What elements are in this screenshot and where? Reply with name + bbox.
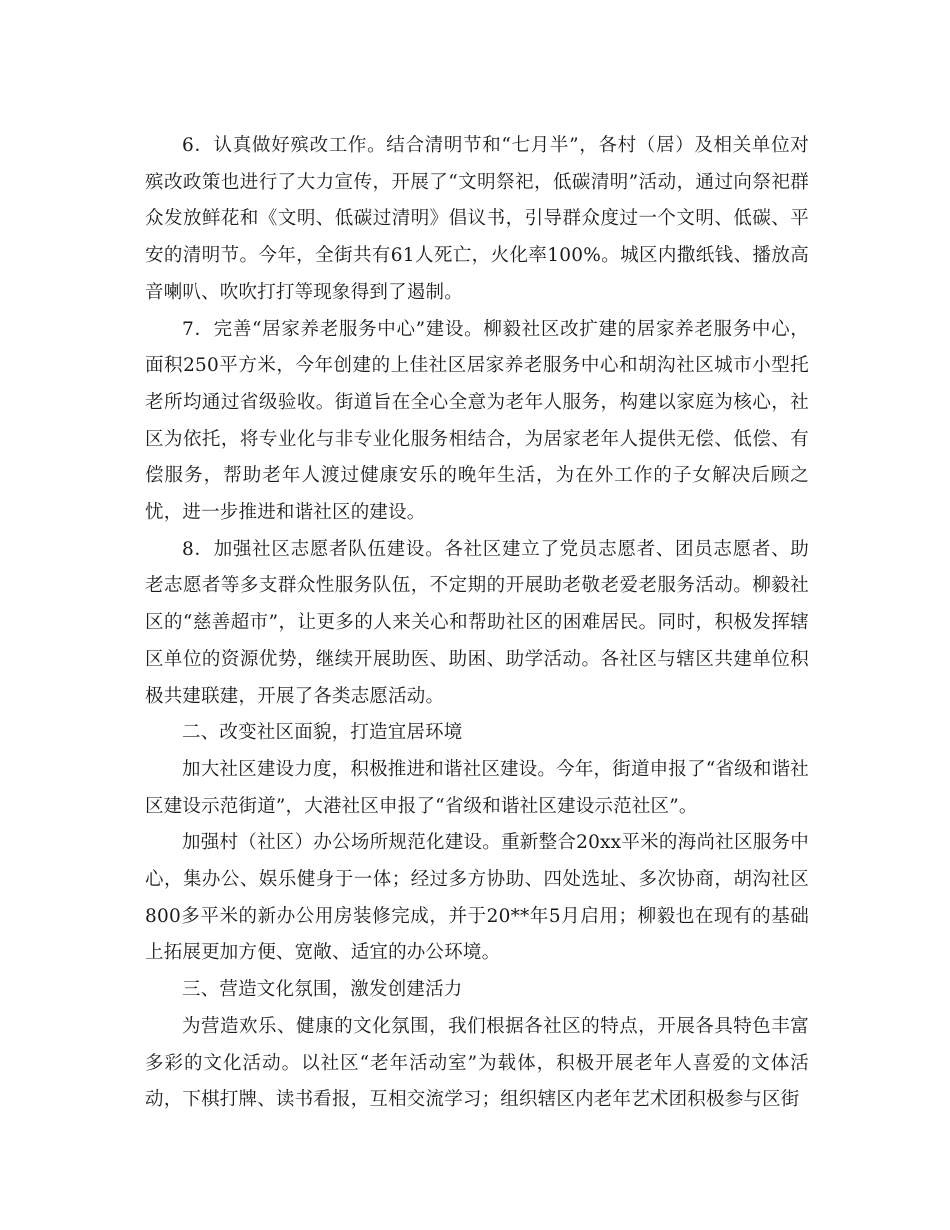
document-body [145,128,809,1119]
paragraph-office-standardization: 加强村（社区）办公场所规范化建设。重新整合20xx平米的海尚社区服务中心，集办公、娱乐健身于一体；经过多方协助、四处选址、多次协商，胡沟社区800多平米的新办公用房装修完成，并于20**年5月启用；柳毅也在现有的基础上拓展更加方便、宽敞、适宜的办公环境。 [145,832,809,964]
paragraph-cultural-activities: 为营造欢乐、健康的文化氛围，我们根据各社区的特点，开展各具特色丰富多彩的文化活动。以社区“老年活动室”为载体，积极开展老年人喜爱的文体活动，下棋打牌、读书看报，互相交流学习；组织辖区内老年艺术团积极参与区街 [145,1015,809,1111]
paragraph-funeral-reform: 6．认真做好殡改工作。结合清明节和“七月半”，各村（居）及相关单位对殡改政策也进行了大力宣传，开展了“文明祭祀，低碳清明”活动，通过向祭祀群众发放鲜花和《文明、低碳过清明》倡议书，引导群众度过一个文明、低碳、平安的清明节。今年，全街共有61人死亡，火化率100%。城区内撒纸钱、播放高音喇叭、吹吹打打等现象得到了遏制。 [145,135,809,303]
section-heading-cultural-atmosphere: 三、营造文化氛围，激发创建活力 [182,979,463,1001]
paragraph-harmonious-community: 加大社区建设力度，积极推进和谐社区建设。今年，街道申报了“省级和谐社区建设示范街道”，大港社区申报了“省级和谐社区建设示范社区”。 [145,758,809,817]
paragraph-elderly-care-center: 7．完善“居家养老服务中心”建设。柳毅社区改扩建的居家养老服务中心，面积250平方米，今年创建的上佳社区居家养老服务中心和胡沟社区城市小型托老所均通过省级验收。街道旨在全心全意为老年人服务，构建以家庭为核心，社区为依托，将专业化与非专业化服务相结合，为居家老年人提供无偿、低偿、有偿服务，帮助老年人渡过健康安乐的晚年生活，为在外工作的子女解决后顾之忧，进一步推进和谐社区的建设。 [145,318,809,524]
section-heading-community-environment: 二、改变社区面貌，打造宜居环境 [182,722,463,744]
paragraph-volunteer-teams: 8．加强社区志愿者队伍建设。各社区建立了党员志愿者、团员志愿者、助老志愿者等多支群众性服务队伍，不定期的开展助老敬老爱老服务活动。柳毅社区的“慈善超市”，让更多的人来关心和帮助社区的困难居民。同时，积极发挥辖区单位的资源优势，继续开展助医、助困、助学活动。各社区与辖区共建单位积极共建联建，开展了各类志愿活动。 [145,538,809,707]
